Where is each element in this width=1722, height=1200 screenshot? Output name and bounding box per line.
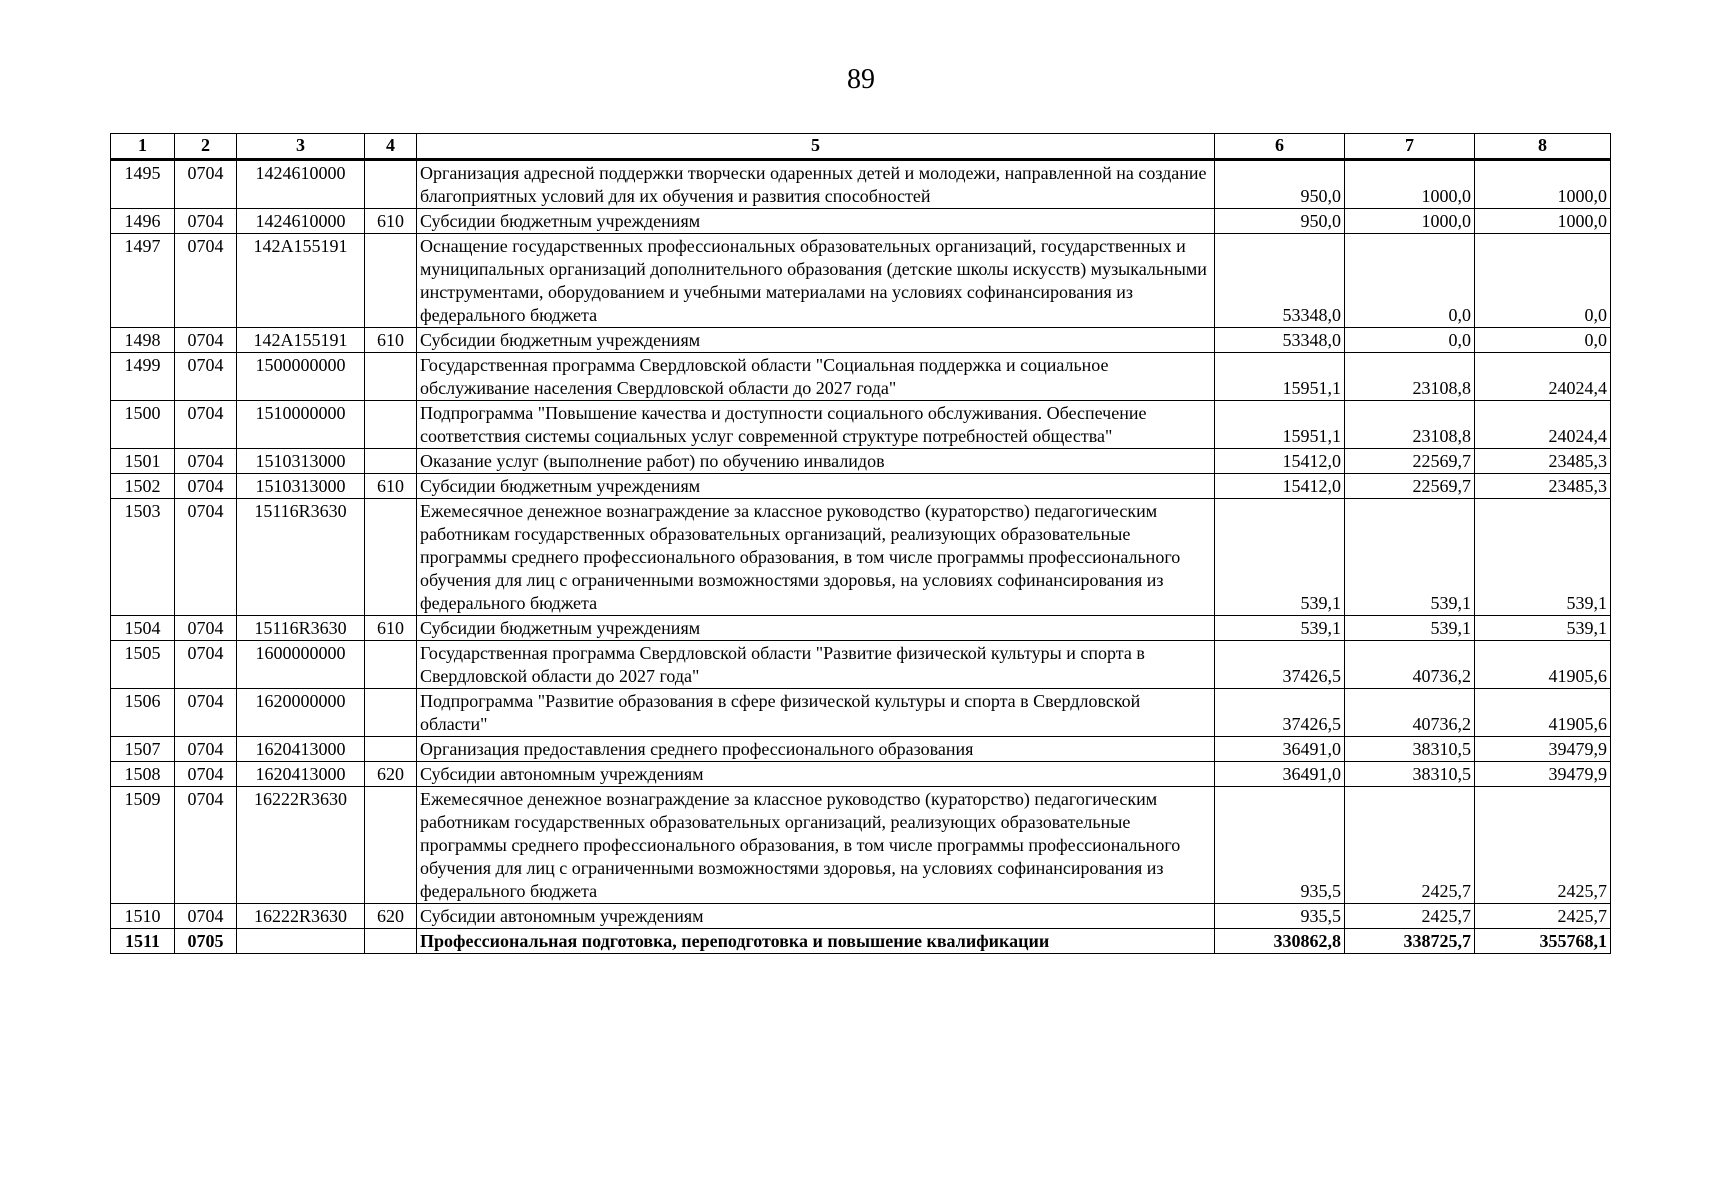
amount-year-1: 36491,0: [1215, 737, 1345, 762]
amount-year-3: 355768,1: [1475, 929, 1611, 954]
target-article-code: 1600000000: [237, 641, 365, 689]
header-col-2: 2: [175, 134, 237, 160]
row-number: 1510: [111, 904, 175, 929]
table-row: [111, 401, 1611, 449]
table-row: [111, 234, 1611, 328]
table-row: [111, 353, 1611, 401]
target-article-code: 1424610000: [237, 160, 365, 209]
row-number: 1496: [111, 209, 175, 234]
item-name: Ежемесячное денежное вознаграждение за классное руководство (кураторство) педагогическим работникам государственных образовательных организаций, реализующих образовательные программы среднего профессионального образования, в том числе программы профессионального обучения для лиц с ограниченными возможностями здоровья, на условиях софинансирования из федерального бюджета: [417, 499, 1215, 616]
row-number: 1511: [111, 929, 175, 954]
expense-kind-code: 620: [365, 762, 417, 787]
amount-year-3: 24024,4: [1475, 353, 1611, 401]
amount-year-1: 37426,5: [1215, 689, 1345, 737]
amount-year-3: 539,1: [1475, 616, 1611, 641]
amount-year-3: 2425,7: [1475, 904, 1611, 929]
section-code: 0704: [175, 737, 237, 762]
amount-year-1: 15412,0: [1215, 474, 1345, 499]
amount-year-2: 539,1: [1345, 499, 1475, 616]
target-article-code: 16222R3630: [237, 787, 365, 904]
row-number: 1503: [111, 499, 175, 616]
amount-year-3: 41905,6: [1475, 641, 1611, 689]
amount-year-2: 23108,8: [1345, 353, 1475, 401]
item-name: Субсидии бюджетным учреждениям: [417, 328, 1215, 353]
table-body: [111, 160, 1611, 954]
header-row: [111, 134, 1611, 160]
item-name: Субсидии автономным учреждениям: [417, 762, 1215, 787]
section-code: 0704: [175, 762, 237, 787]
amount-year-2: 2425,7: [1345, 904, 1475, 929]
table-row: [111, 737, 1611, 762]
table-row: [111, 762, 1611, 787]
table-row: [111, 499, 1611, 616]
amount-year-3: 2425,7: [1475, 787, 1611, 904]
item-name: Ежемесячное денежное вознаграждение за классное руководство (кураторство) педагогическим работникам государственных образовательных организаций, реализующих образовательные программы среднего профессионального образования, в том числе программы профессионального обучения для лиц с ограниченными возможностями здоровья, на условиях софинансирования из федерального бюджета: [417, 787, 1215, 904]
row-number: 1504: [111, 616, 175, 641]
amount-year-1: 53348,0: [1215, 328, 1345, 353]
amount-year-2: 1000,0: [1345, 160, 1475, 209]
expense-kind-code: [365, 449, 417, 474]
target-article-code: 1500000000: [237, 353, 365, 401]
amount-year-1: 539,1: [1215, 616, 1345, 641]
expense-kind-code: [365, 234, 417, 328]
header-col-3: 3: [237, 134, 365, 160]
target-article-code: 1620413000: [237, 762, 365, 787]
amount-year-2: 0,0: [1345, 328, 1475, 353]
expense-kind-code: 620: [365, 904, 417, 929]
table-row: [111, 641, 1611, 689]
section-code: 0704: [175, 353, 237, 401]
table-row: [111, 689, 1611, 737]
amount-year-3: 1000,0: [1475, 160, 1611, 209]
target-article-code: 15116R3630: [237, 616, 365, 641]
section-code: 0705: [175, 929, 237, 954]
amount-year-2: 38310,5: [1345, 762, 1475, 787]
amount-year-3: 0,0: [1475, 328, 1611, 353]
header-col-8: 8: [1475, 134, 1611, 160]
amount-year-1: 15951,1: [1215, 353, 1345, 401]
item-name: Организация адресной поддержки творчески одаренных детей и молодежи, направленной на создание благоприятных условий для их обучения и развития способностей: [417, 160, 1215, 209]
item-name: Субсидии бюджетным учреждениям: [417, 474, 1215, 499]
amount-year-1: 935,5: [1215, 904, 1345, 929]
amount-year-1: 36491,0: [1215, 762, 1345, 787]
amount-year-3: 539,1: [1475, 499, 1611, 616]
item-name: Подпрограмма "Повышение качества и доступности социального обслуживания. Обеспечение соответствия системы социальных услуг современной структуре потребностей общества": [417, 401, 1215, 449]
header-col-7: 7: [1345, 134, 1475, 160]
row-number: 1500: [111, 401, 175, 449]
expense-kind-code: [365, 499, 417, 616]
amount-year-3: 39479,9: [1475, 737, 1611, 762]
target-article-code: 1620413000: [237, 737, 365, 762]
budget-table: [110, 133, 1611, 954]
section-code: 0704: [175, 474, 237, 499]
target-article-code: 1424610000: [237, 209, 365, 234]
amount-year-1: 330862,8: [1215, 929, 1345, 954]
item-name: Подпрограмма "Развитие образования в сфере физической культуры и спорта в Свердловской области": [417, 689, 1215, 737]
amount-year-2: 2425,7: [1345, 787, 1475, 904]
target-article-code: 1620000000: [237, 689, 365, 737]
amount-year-1: 15412,0: [1215, 449, 1345, 474]
table-row: [111, 904, 1611, 929]
item-name: Субсидии бюджетным учреждениям: [417, 209, 1215, 234]
target-article-code: 142А155191: [237, 328, 365, 353]
amount-year-2: 40736,2: [1345, 689, 1475, 737]
section-code: 0704: [175, 328, 237, 353]
table-row: [111, 474, 1611, 499]
amount-year-2: 338725,7: [1345, 929, 1475, 954]
amount-year-1: 15951,1: [1215, 401, 1345, 449]
item-name: Субсидии бюджетным учреждениям: [417, 616, 1215, 641]
expense-kind-code: [365, 737, 417, 762]
row-number: 1509: [111, 787, 175, 904]
target-article-code: 1510313000: [237, 449, 365, 474]
table-row: [111, 328, 1611, 353]
target-article-code: 142А155191: [237, 234, 365, 328]
row-number: 1498: [111, 328, 175, 353]
expense-kind-code: [365, 929, 417, 954]
section-code: 0704: [175, 234, 237, 328]
table-row: [111, 929, 1611, 954]
amount-year-2: 38310,5: [1345, 737, 1475, 762]
amount-year-2: 0,0: [1345, 234, 1475, 328]
expense-kind-code: [365, 641, 417, 689]
expense-kind-code: [365, 353, 417, 401]
item-name: Оказание услуг (выполнение работ) по обучению инвалидов: [417, 449, 1215, 474]
expense-kind-code: 610: [365, 328, 417, 353]
expense-kind-code: [365, 689, 417, 737]
table-row: [111, 160, 1611, 209]
amount-year-1: 53348,0: [1215, 234, 1345, 328]
item-name: Профессиональная подготовка, переподготовка и повышение квалификации: [417, 929, 1215, 954]
section-code: 0704: [175, 449, 237, 474]
target-article-code: 16222R3630: [237, 904, 365, 929]
page-number: 89: [847, 64, 875, 95]
section-code: 0704: [175, 209, 237, 234]
header-col-5: 5: [417, 134, 1215, 160]
expense-kind-code: 610: [365, 474, 417, 499]
section-code: 0704: [175, 160, 237, 209]
table-row: [111, 616, 1611, 641]
amount-year-2: 22569,7: [1345, 449, 1475, 474]
item-name: Государственная программа Свердловской области "Развитие физической культуры и спорта в Свердловской области до 2027 года": [417, 641, 1215, 689]
expense-kind-code: 610: [365, 616, 417, 641]
row-number: 1501: [111, 449, 175, 474]
section-code: 0704: [175, 641, 237, 689]
table-row: [111, 787, 1611, 904]
item-name: Организация предоставления среднего профессионального образования: [417, 737, 1215, 762]
expense-kind-code: [365, 160, 417, 209]
row-number: 1495: [111, 160, 175, 209]
amount-year-3: 0,0: [1475, 234, 1611, 328]
row-number: 1505: [111, 641, 175, 689]
item-name: Субсидии автономным учреждениям: [417, 904, 1215, 929]
section-code: 0704: [175, 689, 237, 737]
amount-year-1: 539,1: [1215, 499, 1345, 616]
target-article-code: 1510000000: [237, 401, 365, 449]
row-number: 1502: [111, 474, 175, 499]
target-article-code: [237, 929, 365, 954]
expense-kind-code: 610: [365, 209, 417, 234]
amount-year-1: 935,5: [1215, 787, 1345, 904]
item-name: Оснащение государственных профессиональных образовательных организаций, государственных и муниципальных организаций дополнительного образования (детские школы искусств) музыкальными инструментами, оборудованием и учебными материалами на условиях софинансирования из федерального бюджета: [417, 234, 1215, 328]
amount-year-2: 539,1: [1345, 616, 1475, 641]
expense-kind-code: [365, 401, 417, 449]
expense-kind-code: [365, 787, 417, 904]
header-col-1: 1: [111, 134, 175, 160]
row-number: 1499: [111, 353, 175, 401]
amount-year-1: 37426,5: [1215, 641, 1345, 689]
amount-year-1: 950,0: [1215, 160, 1345, 209]
item-name: Государственная программа Свердловской области "Социальная поддержка и социальное обслуживание населения Свердловской области до 2027 года": [417, 353, 1215, 401]
amount-year-3: 39479,9: [1475, 762, 1611, 787]
row-number: 1506: [111, 689, 175, 737]
header-col-4: 4: [365, 134, 417, 160]
table-row: [111, 449, 1611, 474]
amount-year-2: 1000,0: [1345, 209, 1475, 234]
section-code: 0704: [175, 904, 237, 929]
amount-year-3: 23485,3: [1475, 449, 1611, 474]
amount-year-1: 950,0: [1215, 209, 1345, 234]
amount-year-2: 23108,8: [1345, 401, 1475, 449]
amount-year-3: 1000,0: [1475, 209, 1611, 234]
amount-year-2: 22569,7: [1345, 474, 1475, 499]
section-code: 0704: [175, 499, 237, 616]
amount-year-3: 24024,4: [1475, 401, 1611, 449]
target-article-code: 1510313000: [237, 474, 365, 499]
row-number: 1507: [111, 737, 175, 762]
row-number: 1508: [111, 762, 175, 787]
table-row: [111, 209, 1611, 234]
row-number: 1497: [111, 234, 175, 328]
amount-year-2: 40736,2: [1345, 641, 1475, 689]
header-col-6: 6: [1215, 134, 1345, 160]
amount-year-3: 41905,6: [1475, 689, 1611, 737]
section-code: 0704: [175, 616, 237, 641]
section-code: 0704: [175, 787, 237, 904]
amount-year-3: 23485,3: [1475, 474, 1611, 499]
target-article-code: 15116R3630: [237, 499, 365, 616]
section-code: 0704: [175, 401, 237, 449]
